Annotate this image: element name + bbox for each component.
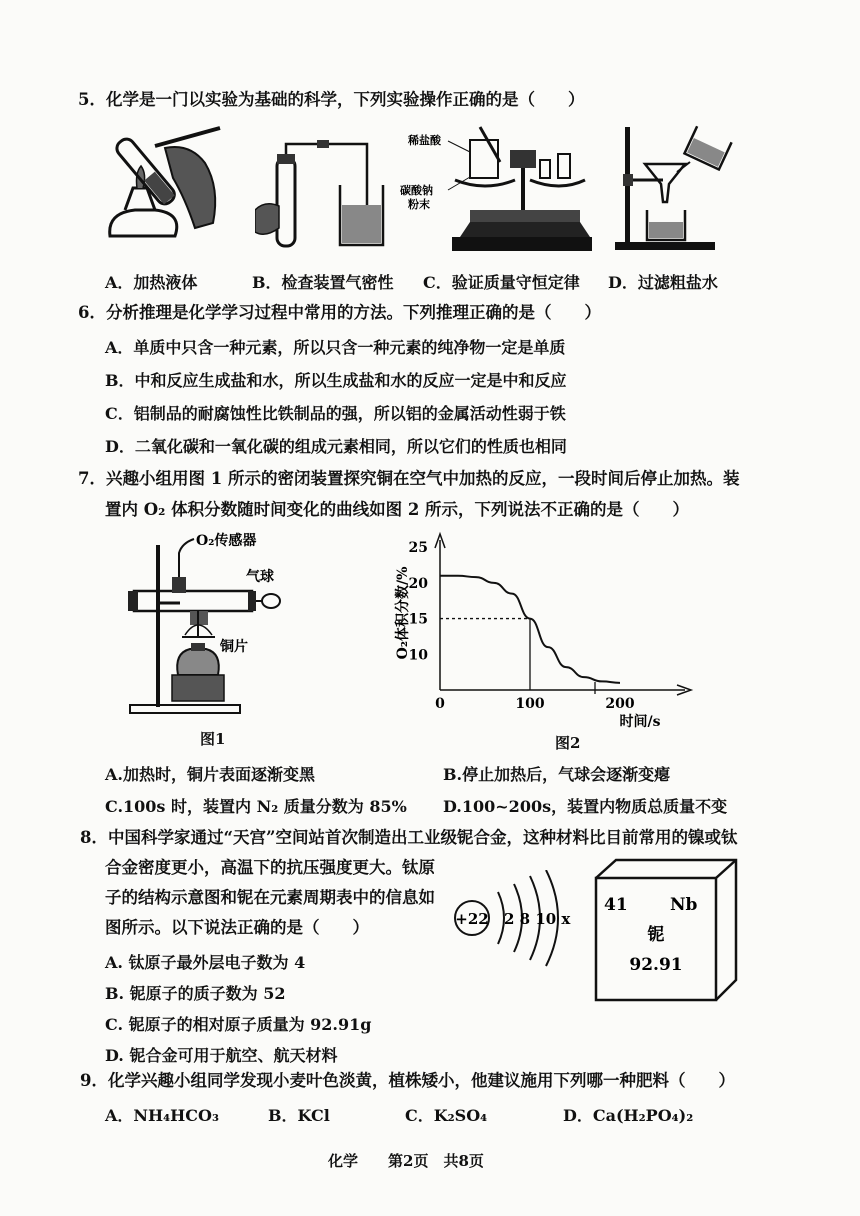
q5-stem: 5．化学是一门以实验为基础的科学，下列实验操作正确的是（ ） <box>78 90 585 109</box>
q9-option-a[interactable]: A．NH₄HCO₃ <box>105 1106 219 1125</box>
acid-label: 稀盐酸 <box>408 134 441 147</box>
q6-option-a[interactable]: A．单质中只含一种元素，所以只含一种元素的纯净物一定是单质 <box>105 338 566 357</box>
q6-option-b[interactable]: B．中和反应生成盐和水，所以生成盐和水的反应一定是中和反应 <box>105 371 567 390</box>
heating-liquid-illustration <box>95 118 235 258</box>
q7-stem-line1: 7．兴趣小组用图 1 所示的密闭装置探究铜在空气中加热的反应，一段时间后停止加热。装 <box>78 469 740 488</box>
q5-option-d[interactable]: D．过滤粗盐水 <box>608 273 718 292</box>
niobium-element-card <box>590 858 740 1008</box>
x-tick-label: 200 <box>605 696 635 712</box>
element-symbol: Nb <box>670 895 698 915</box>
o2-sensor-label: O₂传感器 <box>196 533 257 549</box>
q8-stem-line3: 子的结构示意图和铌在元素周期表中的信息如 <box>105 888 435 907</box>
q6-stem: 6．分析推理是化学学习过程中常用的方法。下列推理正确的是（ ） <box>78 303 601 322</box>
q7-option-b[interactable]: B.停止加热后，气球会逐渐变瘪 <box>443 765 671 784</box>
q8-option-b[interactable]: B. 铌原子的质子数为 52 <box>105 984 286 1003</box>
figure1-apparatus <box>120 525 290 720</box>
electron-shells: 2 8 10 x <box>504 910 571 928</box>
page-footer: 化学 第2页 共8页 <box>328 1152 484 1170</box>
y-tick-label: 25 <box>408 540 428 557</box>
q7-option-a[interactable]: A.加热时，铜片表面逐渐变黑 <box>105 765 315 784</box>
q5-option-b[interactable]: B．检查装置气密性 <box>252 273 394 292</box>
x-tick-label: 0 <box>435 696 445 712</box>
nucleus-charge: +22 <box>455 910 489 928</box>
q9-option-c[interactable]: C．K₂SO₄ <box>405 1106 488 1125</box>
y-axis-label: O₂体积分数/% <box>395 566 411 660</box>
carbonate-label-2: 粉末 <box>408 198 430 211</box>
filtration-illustration <box>615 122 735 252</box>
titanium-atom-structure-diagram <box>450 870 600 970</box>
figure2-caption: 图2 <box>555 734 581 752</box>
figure1-caption: 图1 <box>200 730 226 748</box>
q6-option-c[interactable]: C．铝制品的耐腐蚀性比铁制品的强，所以铝的金属活动性弱于铁 <box>105 404 566 423</box>
x-axis-label: 时间/s <box>619 714 661 730</box>
copper-label: 铜片 <box>220 639 248 655</box>
q7-stem-line2: 置内 O₂ 体积分数随时间变化的曲线如图 2 所示，下列说法不正确的是（ ） <box>105 500 690 519</box>
q8-stem-line2: 合金密度更小，高温下的抗压强度更大。钛原 <box>105 858 435 877</box>
q9-option-d[interactable]: D．Ca(H₂PO₄)₂ <box>563 1106 694 1125</box>
q8-stem-line1: 8．中国科学家通过“天宫”空间站首次制造出工业级铌合金，这种材料比目前常用的镍或钛 <box>80 828 738 847</box>
carbonate-label-1: 碳酸钠 <box>400 184 433 197</box>
y-tick-label: 15 <box>408 611 428 628</box>
mass-conservation-balance-illustration <box>400 122 595 260</box>
q8-option-a[interactable]: A. 钛原子最外层电子数为 4 <box>105 953 306 972</box>
q8-option-c[interactable]: C. 铌原子的相对原子质量为 92.91g <box>105 1015 372 1034</box>
atomic-number: 41 <box>604 895 628 915</box>
q7-option-d[interactable]: D.100~200s，装置内物质总质量不变 <box>443 797 728 816</box>
q5-option-a[interactable]: A．加热液体 <box>105 273 198 292</box>
element-name: 铌 <box>647 925 665 945</box>
q8-option-d[interactable]: D. 铌合金可用于航空、航天材料 <box>105 1046 338 1065</box>
atomic-mass: 92.91 <box>629 955 683 975</box>
q5-option-c[interactable]: C．验证质量守恒定律 <box>423 273 580 292</box>
balloon-label: 气球 <box>246 569 274 585</box>
q7-option-c[interactable]: C.100s 时，装置内 N₂ 质量分数为 85% <box>105 797 407 816</box>
airtightness-check-illustration <box>255 140 390 252</box>
q8-stem-line4: 图所示。以下说法正确的是（ ） <box>105 918 369 937</box>
q6-option-d[interactable]: D．二氧化碳和一氧化碳的组成元素相同，所以它们的性质也相同 <box>105 437 567 456</box>
figure2-o2-chart <box>365 528 705 733</box>
q9-option-b[interactable]: B．KCl <box>268 1106 330 1125</box>
x-tick-label: 100 <box>515 696 545 712</box>
y-tick-label: 20 <box>408 575 428 592</box>
q9-stem: 9．化学兴趣小组同学发现小麦叶色淡黄，植株矮小，他建议施用下列哪一种肥料（ ） <box>80 1071 735 1090</box>
y-tick-label: 10 <box>408 647 428 664</box>
